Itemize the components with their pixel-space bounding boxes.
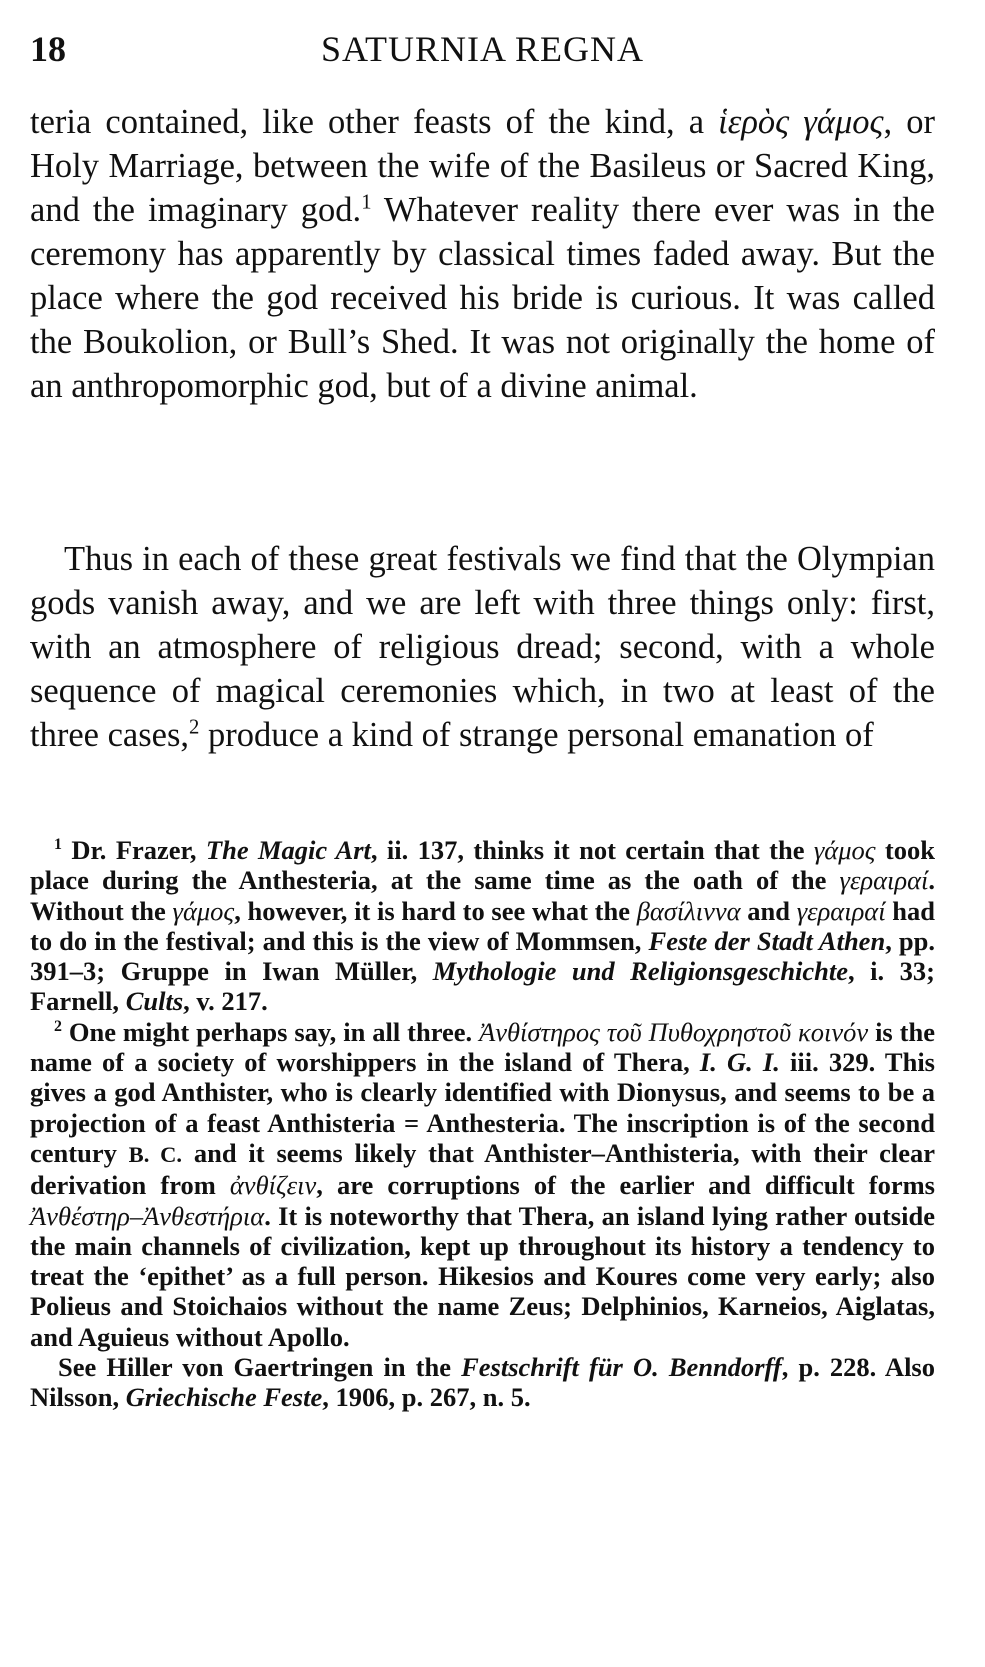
text-run: See Hiller von Gaertringen in the (58, 1352, 462, 1383)
italic-title: Mythologie und Religionsgeschichte (432, 956, 849, 987)
body-paragraph-1 (30, 100, 935, 408)
body-paragraph-2 (30, 537, 935, 757)
greek-text: βασίλιννα (636, 895, 741, 926)
text-run: One might perhaps say, in all three. (61, 1016, 480, 1047)
page-number: 18 (30, 29, 66, 69)
italic-title: Cults (125, 986, 184, 1017)
page-header (30, 28, 935, 78)
italic-title: Festschrift für O. Benndorff (461, 1352, 782, 1383)
greek-text: Ἀνθίστηρος τοῦ Πυθοχρηστοῦ κοινόν (479, 1016, 869, 1047)
greek-text: γεραιραί (839, 865, 929, 896)
text-run: . Without the (30, 865, 935, 926)
footnote-1 (30, 835, 935, 1017)
greek-text: ἱερὸς γάμος (718, 103, 884, 141)
text-run: is the name of a society of worshippers in the island of Thera, (30, 1016, 935, 1078)
footnote-continuation (30, 1352, 935, 1413)
text-run: , 1906, p. 267, n. 5. (322, 1382, 531, 1413)
text-run: , pp. 391–3; Gruppe in Iwan Müller, (30, 925, 935, 987)
greek-text: Ἀνθέστηρ–Ἀνθεστήρια (30, 1200, 265, 1231)
text-run: , however, it is hard to see what the (234, 895, 637, 926)
italic-title: Feste der Stadt Athen (648, 925, 886, 956)
greek-text: ἀνθίζειν (229, 1170, 317, 1201)
footnote-ref-2: 2 (189, 716, 200, 739)
running-title: SATURNIA REGNA (320, 29, 645, 69)
italic-title: The Magic Art (205, 835, 371, 865)
greek-text: γάμος (172, 895, 235, 926)
greek-text: γεραιραί (796, 895, 886, 926)
text-run: Thus in each of these great festivals we find that the Olympian gods vanish away, and we are left with three things only: first, with an atmosphere of religious dread; second, with a whole sequence of magical ceremonies which, in two at least of the three cases, (30, 540, 935, 754)
footnote-2 (30, 1017, 935, 1352)
text-run: , ii. 137, thinks it not certain that the (370, 835, 814, 865)
italic-title: Griechische Feste (125, 1382, 323, 1413)
text-run: , are corruptions of the earlier and difficult forms (316, 1170, 935, 1201)
text-run: , v. 217. (183, 986, 268, 1017)
text-run: Dr. Frazer, (61, 835, 206, 865)
text-run: produce a kind of strange personal emanation of (199, 716, 874, 754)
italic-abbrev: I. G. I. (699, 1047, 780, 1078)
text-run: . It is noteworthy that Thera, an island lying rather outside the main channels of civilization, kept up throughout its history a tendency to treat the ‘epithet’ as a full person. Hikesios and Koures come very early; also Polieus and Stoichaios without the name Zeus; Delphinios, Karneios, Aiglatas, and Aguieus without Apollo. (30, 1200, 935, 1352)
text-run: , p. 228. Also Nilsson, (30, 1352, 935, 1413)
text-run: took place during the Anthesteria, at the same time as the oath of the (30, 835, 935, 896)
text-run: , i. 33; Farnell, (30, 956, 936, 1017)
footnote-marker: 2 (54, 1017, 62, 1035)
text-run: iii. 329. This gives a god Anthister, who is clearly identified with Dionysus, and seems to be a projection of a feast Anthisteria = Anthesteria. The inscription is of the second century (30, 1047, 935, 1168)
text-run: and (740, 895, 797, 926)
text-run: Whatever reality there ever was in the ceremony has apparently by classical times faded away. But the place where the god received his bride is curious. It was called the Boukolion, or Bull’s Shed. It was not originally the home of an anthropomorphic god, but of a divine animal. (30, 191, 935, 405)
footnote-marker: 1 (54, 836, 62, 854)
text-run: teria contained, like other feasts of the kind, a (30, 103, 719, 141)
footnotes (30, 835, 935, 1413)
text-run: had to do in the festival; and this is the view of Mommsen, (30, 895, 936, 956)
greek-text: γάμος (813, 835, 876, 865)
footnote-ref-1: 1 (361, 191, 372, 214)
text-run: and it seems likely that Anthister–Anthisteria, with their clear derivation from (30, 1137, 935, 1201)
text-run: , or Holy Marriage, between the wife of the Basileus or Sacred King, and the imaginary god. (30, 103, 935, 229)
small-caps-text: B. C. (128, 1141, 183, 1167)
